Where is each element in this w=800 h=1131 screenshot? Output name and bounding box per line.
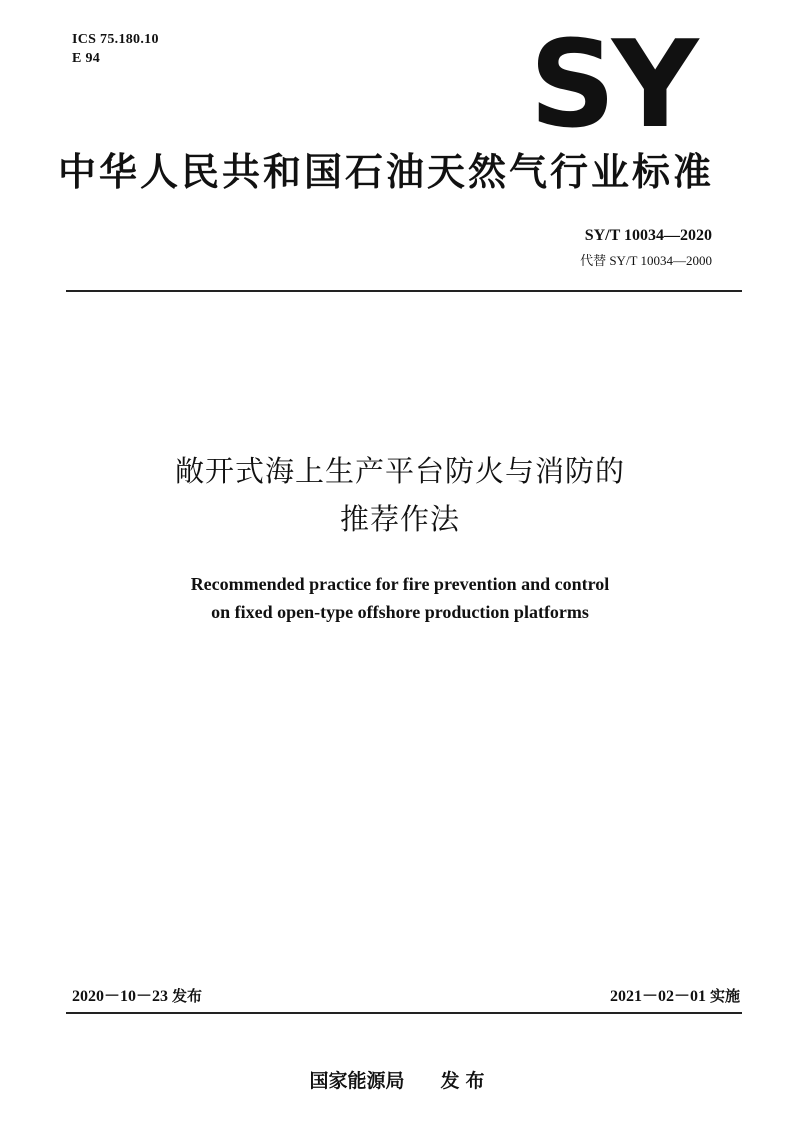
implementation-date-block xyxy=(610,985,740,1008)
bottom-divider xyxy=(66,1012,742,1014)
ccs-code: E 94 xyxy=(72,51,101,66)
issuing-industry-title: 中华人民共和国石油天然气行业标准 xyxy=(58,150,715,194)
issuer-name: 国家能源局 xyxy=(309,1070,405,1092)
top-divider xyxy=(66,290,742,292)
issue-date-block xyxy=(72,985,202,1008)
standard-number: SY/T 10034—2020 xyxy=(584,227,712,244)
issue-label: 发布 xyxy=(172,987,203,1005)
sy-logo xyxy=(512,28,712,138)
issuer-label: 发布 xyxy=(440,1070,491,1092)
implementation-date: 2021－02－01 xyxy=(609,988,706,1005)
ics-code: ICS 75.180.10 xyxy=(72,32,159,47)
implementation-label: 实施 xyxy=(709,987,740,1005)
sy-logo-text: SY xyxy=(529,28,695,138)
replaces-standard: 代替 SY/T 10034—2000 xyxy=(580,253,712,268)
classification-codes xyxy=(72,30,159,68)
title-english-line-2: on fixed open-type offshore production platforms xyxy=(211,602,589,622)
issuer-block xyxy=(0,1068,800,1094)
issue-date: 2020－10－23 xyxy=(72,988,169,1005)
title-english-line-1: Recommended practice for fire prevention and control xyxy=(190,574,610,594)
title-chinese-line-1: 敞开式海上生产平台防火与消防的 xyxy=(174,454,625,488)
title-chinese-line-2: 推荐作法 xyxy=(339,502,460,536)
